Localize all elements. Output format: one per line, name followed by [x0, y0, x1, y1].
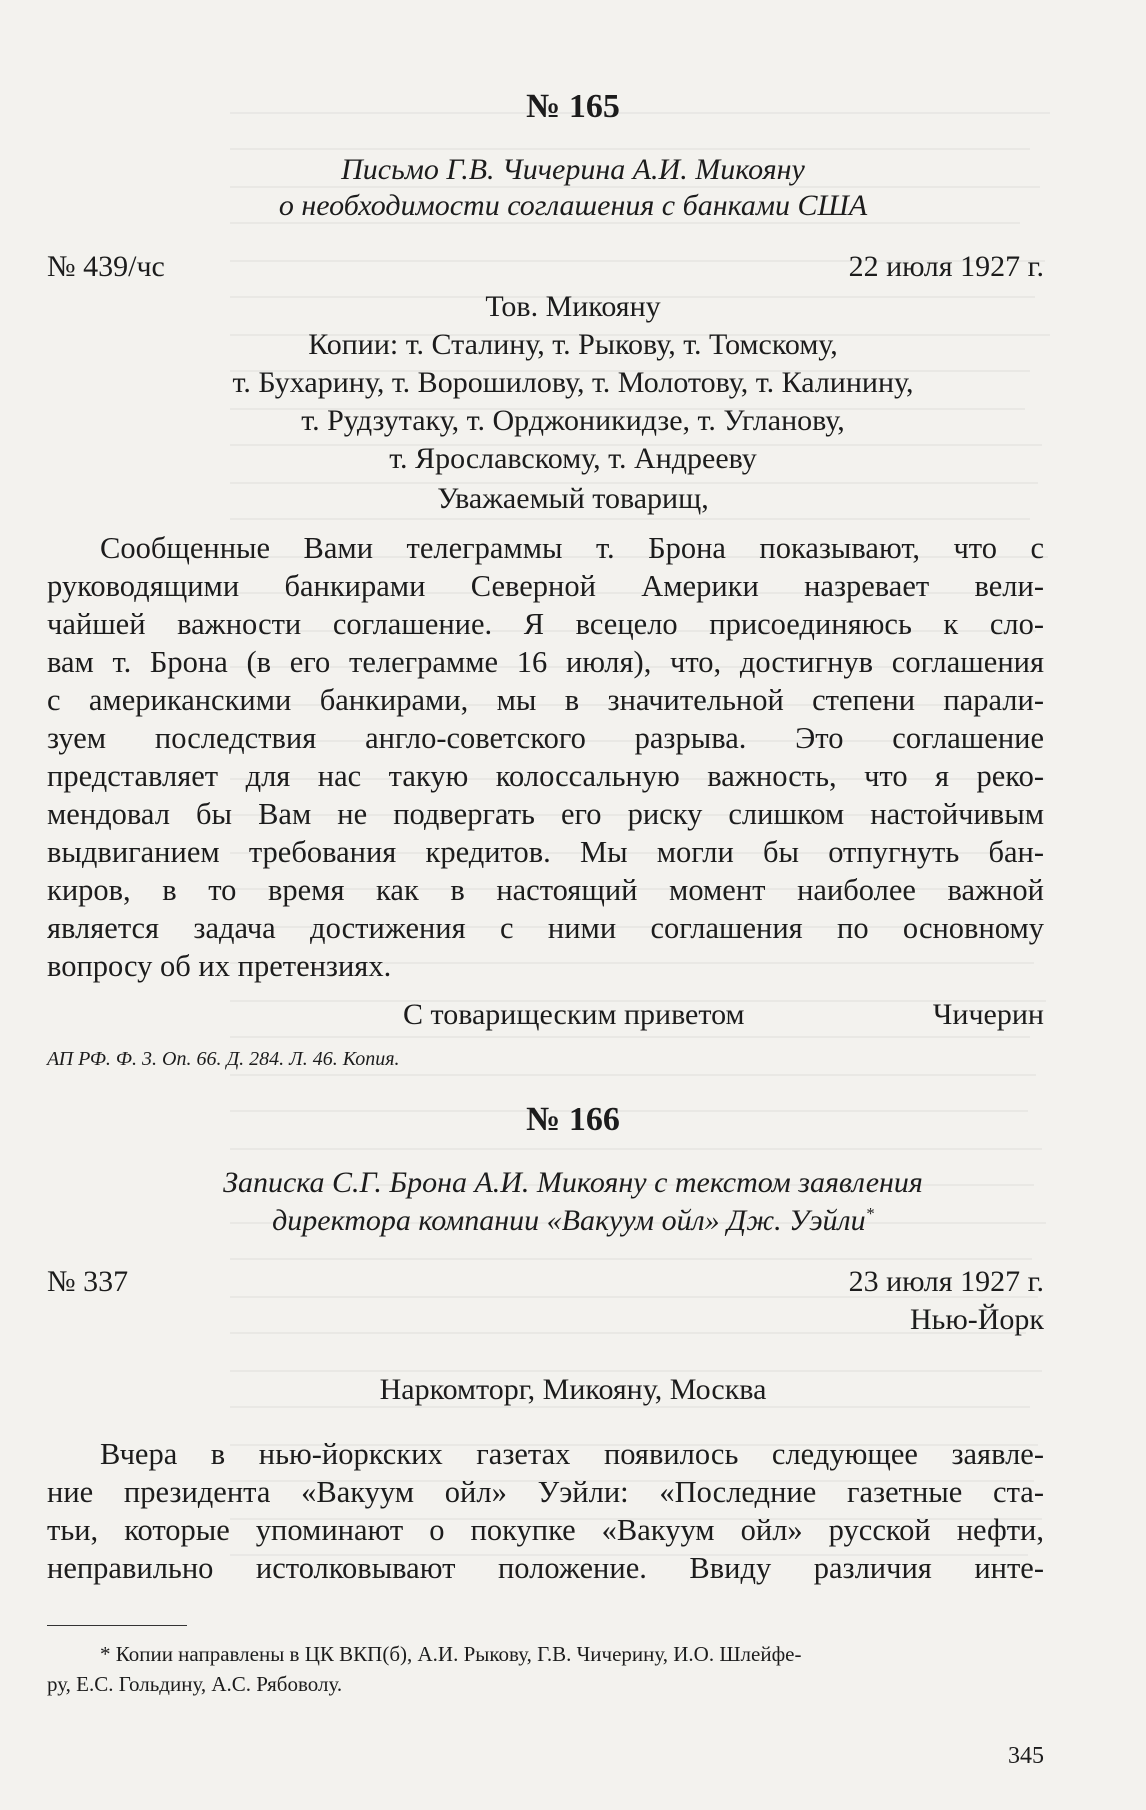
doc166-addressee: Наркомторг, Микояну, Москва: [379, 1373, 767, 1406]
doc165-body-line: киров, в то время как в настоящий момент наиболее важной: [47, 873, 1044, 907]
doc166-title-line2-text: директора компании «Вакуум ойл» Дж. Уэйли: [272, 1204, 866, 1237]
page-number: 345: [1008, 1743, 1044, 1769]
doc166-body-line: Вчера в нью-йоркских газетах появилось следующее заявле-: [100, 1437, 1044, 1471]
doc165-body-line: зуем последствия англо-советского разрыва. Это соглашение: [47, 721, 1044, 755]
footnote-separator: [47, 1625, 187, 1626]
footnote-line: * Копии направлены в ЦК ВКП(б), А.И. Рыкову, Г.В. Чичерину, И.О. Шлейфе-: [100, 1642, 802, 1666]
doc166-body-line: неправильно истолковывают положение. Ввиду различия инте-: [47, 1551, 1044, 1585]
doc165-body-line: Сообщенные Вами телеграммы т. Брона показывают, что с: [100, 531, 1044, 565]
doc165-archive-reference: АП РФ. Ф. 3. Оп. 66. Д. 284. Л. 46. Копия.: [47, 1048, 400, 1070]
doc165-body-line: представляет для нас такую колоссальную важность, что я реко-: [47, 759, 1044, 793]
doc165-number: № 165: [526, 88, 620, 125]
doc165-reg-number: № 439/чс: [47, 250, 165, 283]
doc165-body-line: мендовал бы Вам не подвергать его риску слишком настойчивым: [47, 797, 1044, 831]
doc165-signature: Чичерин: [932, 998, 1044, 1031]
doc165-copies-line: т. Бухарину, т. Ворошилову, т. Молотову, т. Калинину,: [232, 366, 914, 399]
doc166-place: Нью-Йорк: [910, 1303, 1044, 1336]
doc165-body-line: выдвиганием требования кредитов. Мы могли бы отпугнуть бан-: [47, 835, 1044, 869]
doc166-footnote-marker: *: [865, 1204, 874, 1223]
doc165-closing: С товарищеским приветом: [403, 998, 745, 1031]
doc165-copies-line: Копии: т. Сталину, т. Рыкову, т. Томскому,: [308, 328, 838, 361]
footnote-line: ру, Е.С. Гольдину, А.С. Рябоволу.: [47, 1672, 343, 1696]
doc166-reg-number: № 337: [47, 1265, 129, 1298]
doc165-body-line: является задача достижения с ними соглашения по основному: [47, 911, 1044, 945]
doc166-number: № 166: [526, 1101, 620, 1138]
doc165-body-line: руководящими банкирами Северной Америки назревает вели-: [47, 569, 1044, 603]
doc165-greeting: Уважаемый товарищ,: [437, 482, 709, 515]
doc166-date: 23 июля 1927 г.: [848, 1265, 1044, 1298]
doc165-copies-line: т. Ярославскому, т. Андрееву: [389, 442, 757, 475]
doc165-title-line2: о необходимости соглашения с банками США: [278, 189, 868, 222]
doc165-body-line: с американскими банкирами, мы в значительной степени парали-: [47, 683, 1044, 717]
doc166-body-line: тьи, которые упоминают о покупке «Вакуум ойл» русской нефти,: [47, 1513, 1044, 1547]
doc166-body-line: ние президента «Вакуум ойл» Уэйли: «Последние газетные ста-: [47, 1475, 1044, 1509]
doc166-title-line1: Записка С.Г. Брона А.И. Микояну с текстом заявления: [223, 1166, 923, 1199]
doc165-body-line: вопросу об их претензиях.: [47, 949, 392, 983]
doc165-copies-line: т. Рудзутаку, т. Орджоникидзе, т. Угланову,: [301, 404, 845, 437]
doc165-body-line: чайшей важности соглашение. Я всецело присоединяюсь к сло-: [47, 607, 1044, 641]
doc165-date: 22 июля 1927 г.: [848, 250, 1044, 283]
doc166-title-line2: [0, 1204, 1146, 1238]
doc165-body-line: вам т. Брона (в его телеграмме 16 июля), что, достигнув соглашения: [47, 645, 1044, 679]
doc165-title-line1: Письмо Г.В. Чичерина А.И. Микояну: [341, 153, 805, 186]
doc165-addressee: Тов. Микояну: [485, 290, 661, 323]
